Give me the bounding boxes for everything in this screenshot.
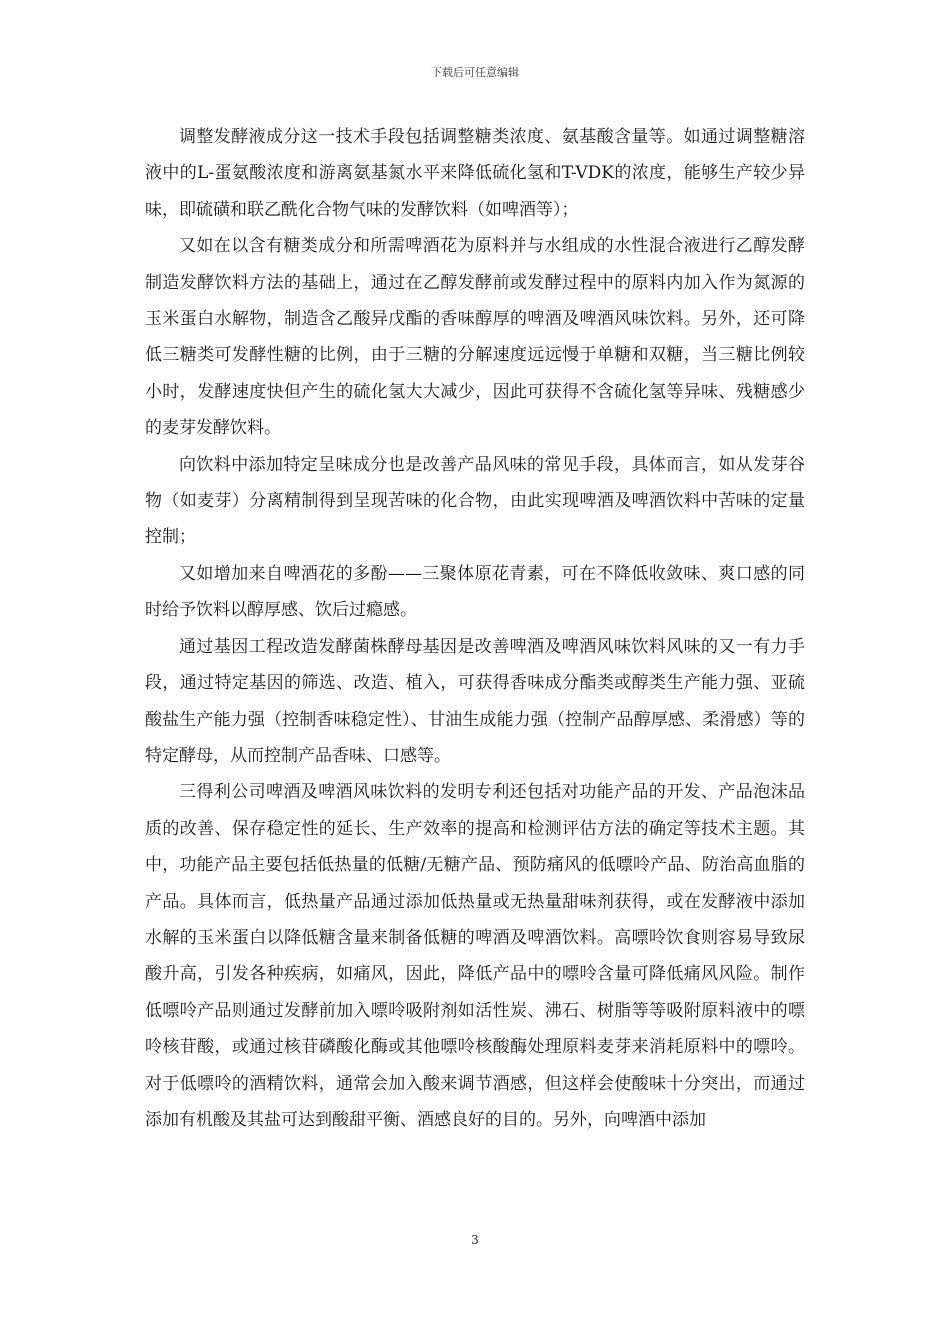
document-body [145, 119, 805, 1138]
paragraph-adjust-fermentation: 调整发酵液成分这一技术手段包括调整糖类浓度、氨基酸含量等。如通过调整糖溶液中的L-蛋氨酸浓度和游离氨基氮水平来降低硫化氢和T-VDK的浓度，能够生产较少异味，即硫磺和联乙酰化合物气味的发酵饮料（如啤酒等）； [145, 127, 805, 220]
paragraph-functional-products: 三得利公司啤酒及啤酒风味饮料的发明专利还包括对功能产品的开发、产品泡沫品质的改善、保存稳定性的延长、生产效率的提高和检测评估方法的确定等技术主题。其中，功能产品主要包括低热量的低糖/无糖产品、预防痛风的低嘌呤产品、防治高血脂的产品。具体而言，低热量产品通过添加低热量或无热量甜味剂获得，或在发酵液中添加水解的玉米蛋白以降低糖含量来制备低糖的啤酒及啤酒饮料。高嘌呤饮食则容易导致尿酸升高，引发各种疾病，如痛风，因此，降低产品中的嘌呤含量可降低痛风风险。制作低嘌呤产品则通过发酵前加入嘌呤吸附剂如活性炭、沸石、树脂等等吸附原料液中的嘌呤核苷酸，或通过核苷磷酸化酶或其他嘌呤核酸酶处理原料麦芽来消耗原料中的嘌呤。对于低嘌呤的酒精饮料，通常会加入酸来调节酒感，但这样会使酸味十分突出，而通过添加有机酸及其盐可达到酸甜平衡、酒感良好的目的。另外，向啤酒中添加 [145, 782, 805, 1130]
paragraph-ethanol-fermentation: 又如在以含有糖类成分和所需啤酒花为原料并与水组成的水性混合液进行乙醇发酵制造发酵饮料方法的基础上，通过在乙醇发酵前或发酵过程中的原料内加入作为氮源的玉米蛋白水解物，制造含乙酸异戊酯的香味醇厚的啤酒及啤酒风味饮料。另外，还可降低三糖类可发酵性糖的比例，由于三糖的分解速度远远慢于单糖和双糖，当三糖比例较小时，发酵速度快但产生的硫化氢大大减少，因此可获得不含硫化氢等异味、残糖感少的麦芽发酵饮料。 [145, 236, 805, 439]
paragraph-hop-polyphenols: 又如增加来自啤酒花的多酚——三聚体原花青素，可在不降低收敛味、爽口感的同时给予饮料以醇厚感、饮后过瘾感。 [145, 563, 805, 621]
paragraph-genetic-engineering: 通过基因工程改造发酵菌株酵母基因是改善啤酒及啤酒风味饮料风味的又一有力手段，通过特定基因的筛选、改造、植入，可获得香味成分酯类或醇类生产能力强、亚硫酸盐生产能力强（控制香味稳定性）、甘油生成能力强（控制产品醇厚感、柔滑感）等的特定酵母，从而控制产品香味、口感等。 [145, 636, 805, 766]
page-header: 下载后可任意编辑 [431, 66, 519, 79]
paragraph-flavor-components: 向饮料中添加特定呈味成分也是改善产品风味的常见手段，具体而言，如从发芽谷物（如麦芽）分离精制得到呈现苦味的化合物，由此实现啤酒及啤酒饮料中苦味的定量控制； [145, 454, 805, 548]
page-number: 3 [471, 1233, 479, 1247]
